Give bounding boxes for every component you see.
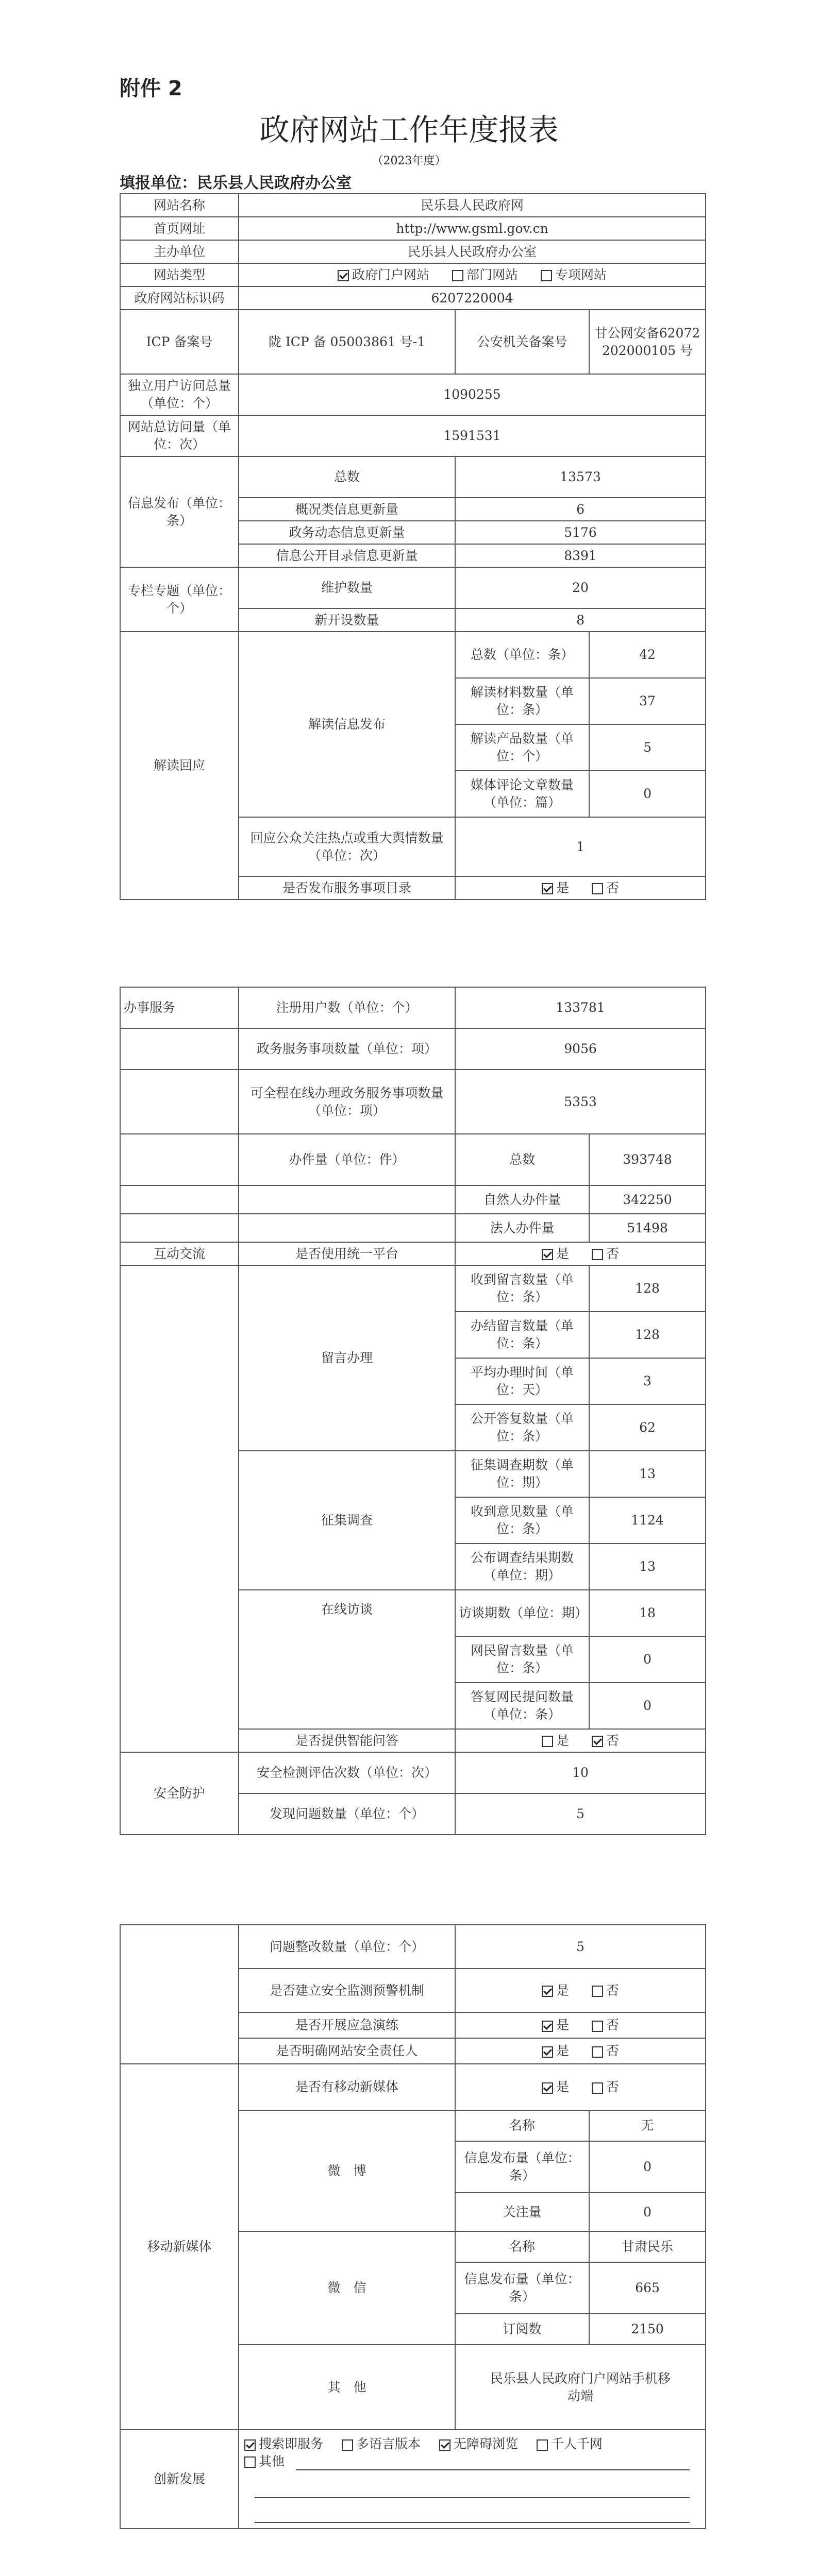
checkbox-option[interactable]: 否 [592,2078,619,2096]
innovation-options [239,2430,706,2529]
cell-value: 5176 [455,521,706,544]
cell-label: 自然人办件量 [455,1185,589,1214]
cell-label: 政务服务事项数量（单位：项） [239,1028,455,1070]
cell-value: 42 [589,632,706,678]
cell-label: 专栏专题（单位：个） [120,567,239,632]
cell-empty [120,1134,239,1185]
checkbox-option[interactable]: 专项网站 [541,266,607,284]
checkbox-option[interactable]: 是 [542,2016,569,2034]
cell-value: 9056 [455,1028,706,1070]
cell-label: 网站名称 [120,194,239,217]
cell-label: 办事服务 [120,987,239,1028]
cell-value: 8 [455,608,706,632]
cell-label: 微 信 [239,2231,455,2345]
cell-value: 5353 [455,1070,706,1134]
yes-no-options [455,876,706,900]
table-row [120,217,706,240]
cell-label: 媒体评论文章数量（单位：篇） [455,771,589,817]
cell-label: 是否发布服务事项目录 [239,876,455,900]
cell-label: 是否开展应急演练 [239,2012,455,2038]
cell-value: 18 [589,1590,706,1636]
cell-label: 安全防护 [120,1752,239,1835]
cell-value: 民乐县人民政府门户网站手机移动端 [455,2345,706,2430]
cell-label: 法人办件量 [455,1214,589,1242]
cell-value: 1090255 [239,374,706,415]
checkbox-option[interactable]: 其他 [244,2453,285,2470]
checkbox-empty-icon [244,2456,256,2468]
cell-label: 维护数量 [239,567,455,608]
cell-value: 甘公网安备62072202000105 号 [589,310,706,374]
checkbox-checked-icon [338,270,349,281]
table-row [120,1028,706,1070]
table-row [120,1070,706,1134]
cell-value: 5 [455,1793,706,1835]
cell-value: 37 [589,678,706,724]
cell-value: 民乐县人民政府网 [239,194,706,217]
checkbox-option[interactable]: 是 [542,2042,569,2060]
checkbox-option[interactable]: 千人千网 [537,2435,603,2453]
cell-label: 解读信息发布 [239,632,455,817]
cell-label: 收到留言数量（单位：条） [455,1265,589,1312]
cell-empty [239,1214,455,1242]
checkbox-option[interactable]: 否 [592,2016,619,2034]
checkbox-empty-icon [592,1986,603,1997]
cell-label: 移动新媒体 [120,2064,239,2430]
cell-label: 总数（单位：条） [455,632,589,678]
cell-value: http://www.gsml.gov.cn [239,217,706,240]
yes-no-options [455,1242,706,1265]
cell-value: 1 [455,817,706,876]
report-table-part-2 [120,987,706,1835]
cell-value: 2150 [589,2314,706,2345]
table-row [120,2430,706,2529]
cell-empty [120,1028,239,1070]
attachment-label: 附件 2 [120,77,182,100]
cell-label: ICP 备案号 [120,310,239,374]
cell-label: 政务动态信息更新量 [239,521,455,544]
checkbox-option[interactable]: 政府门户网站 [338,266,429,284]
report-year: （2023年度） [372,155,446,167]
cell-label: 关注量 [455,2193,589,2231]
cell-label: 独立用户访问总量（单位：个） [120,374,239,415]
checkbox-option[interactable]: 否 [592,1982,619,1999]
report-title: 政府网站工作年度报表 [259,112,559,147]
cell-label: 信息发布量（单位：条） [455,2262,589,2314]
cell-value: 10 [455,1752,706,1793]
report-table-part-3 [120,1924,706,2529]
cell-label: 是否使用统一平台 [239,1242,455,1265]
cell-value: 0 [589,1683,706,1729]
checkbox-empty-icon [592,2021,603,2032]
cell-label: 在线访谈 [239,1590,455,1729]
fill-in-line[interactable] [296,2469,690,2470]
checkbox-checked-icon [439,2439,450,2451]
cell-value: 13 [589,1544,706,1590]
cell-label: 是否有移动新媒体 [239,2064,455,2110]
checkbox-option[interactable]: 否 [592,1245,619,1263]
checkbox-checked-icon [542,883,553,894]
checkbox-option[interactable]: 是 [542,1245,569,1263]
checkbox-empty-icon [592,883,603,894]
cell-value: 0 [589,1636,706,1683]
cell-value: 0 [589,2193,706,2231]
cell-value: 133781 [455,987,706,1028]
cell-value: 393748 [589,1134,706,1185]
cell-label: 网站类型 [120,263,239,286]
cell-value: 13573 [455,456,706,498]
checkbox-empty-icon [592,2082,603,2094]
fill-in-line[interactable] [255,2473,690,2498]
cell-label: 发现问题数量（单位：个） [239,1793,455,1835]
cell-value: 342250 [589,1185,706,1214]
cell-label: 办结留言数量（单位：条） [455,1312,589,1358]
cell-label: 问题整改数量（单位：个） [239,1925,455,1969]
checkbox-empty-icon [592,2046,603,2058]
cell-label: 是否建立安全监测预警机制 [239,1969,455,2012]
checkbox-empty-icon [542,1736,553,1747]
cell-empty [120,1265,239,1752]
yes-no-options [455,1729,706,1752]
cell-label: 回应公众关注热点或重大舆情数量（单位：次） [239,817,455,876]
cell-value: 5 [589,724,706,771]
cell-value: 3 [589,1358,706,1404]
table-row [120,374,706,415]
table-row [120,1214,706,1242]
cell-label: 创新发展 [120,2430,239,2529]
yes-no-options [455,1969,706,2012]
filler-unit: 填报单位：民乐县人民政府办公室 [120,174,352,192]
cell-value: 20 [455,567,706,608]
checkbox-option[interactable]: 否 [592,879,619,897]
checkbox-option[interactable]: 是 [542,2078,569,2096]
checkbox-option[interactable]: 部门网站 [452,266,518,284]
checkbox-checked-icon [592,1736,603,1747]
cell-label: 信息发布量（单位：条） [455,2141,589,2193]
cell-value: 13 [589,1451,706,1497]
cell-value: 陇 ICP 备 05003861 号-1 [239,310,455,374]
cell-value: 6207220004 [239,286,706,310]
cell-label: 互动交流 [120,1242,239,1265]
cell-value: 1124 [589,1497,706,1544]
table-row [120,632,706,678]
yes-no-options [455,2064,706,2110]
cell-label: 征集调查期数（单位：期） [455,1451,589,1497]
table-row [120,987,706,1028]
cell-label: 概况类信息更新量 [239,498,455,521]
checkbox-empty-icon [537,2439,548,2451]
cell-label: 首页网址 [120,217,239,240]
checkbox-checked-icon [542,2082,553,2094]
table-row [120,2064,706,2110]
checkbox-empty-icon [541,270,552,281]
cell-label: 公安机关备案号 [455,310,589,374]
checkbox-option[interactable]: 多语言版本 [342,2435,421,2453]
table-row [120,1265,706,1312]
checkbox-empty-icon [342,2439,353,2451]
checkbox-checked-icon [542,2021,553,2032]
checkbox-checked-icon [542,2046,553,2058]
cell-label: 答复网民提问数量（单位：条） [455,1683,589,1729]
cell-value: 0 [589,2141,706,2193]
cell-label: 公布调查结果期数（单位：期） [455,1544,589,1590]
checkbox-option[interactable]: 无障碍浏览 [439,2435,518,2453]
cell-value: 0 [589,771,706,817]
cell-label: 总数 [239,456,455,498]
checkbox-option[interactable]: 否 [592,1732,619,1750]
cell-label: 微 博 [239,2110,455,2231]
cell-label: 平均办理时间（单位：天） [455,1358,589,1404]
cell-value: 6 [455,498,706,521]
cell-label: 网民留言数量（单位：条） [455,1636,589,1683]
checkbox-checked-icon [542,1986,553,1997]
table-row [120,1242,706,1265]
cell-label: 信息公开目录信息更新量 [239,544,455,567]
cell-value: 甘肃民乐 [589,2231,706,2262]
cell-label: 信息发布（单位：条） [120,456,239,567]
cell-value: 1591531 [239,415,706,456]
cell-value: 51498 [589,1214,706,1242]
cell-empty [120,1925,239,2064]
checkbox-option[interactable]: 是 [542,879,569,897]
report-table-part-1 [120,193,706,900]
cell-label: 总数 [455,1134,589,1185]
cell-label: 注册用户数（单位：个） [239,987,455,1028]
table-row [120,263,706,286]
yes-no-options [455,2012,706,2038]
table-row [120,567,706,608]
table-row [120,286,706,310]
checkbox-option[interactable]: 否 [592,2042,619,2060]
cell-value: 民乐县人民政府办公室 [239,240,706,263]
cell-label: 订阅数 [455,2314,589,2345]
cell-empty [120,1185,239,1214]
cell-value: 无 [589,2110,706,2141]
cell-label: 办件量（单位：件） [239,1134,455,1185]
checkbox-option[interactable]: 是 [542,1732,569,1750]
cell-label: 网站总访问量（单位：次） [120,415,239,456]
cell-label: 主办单位 [120,240,239,263]
cell-label: 解读材料数量（单位：条） [455,678,589,724]
checkbox-checked-icon [542,1249,553,1260]
table-row [120,1925,706,1969]
cell-label: 名称 [455,2110,589,2141]
cell-label: 征集调查 [239,1451,455,1590]
cell-label: 安全检测评估次数（单位：次） [239,1752,455,1793]
cell-empty [120,1214,239,1242]
checkbox-empty-icon [592,1249,603,1260]
cell-label: 解读回应 [120,632,239,900]
innovation-other-row [244,2453,700,2473]
site-type-options [239,263,706,286]
checkbox-checked-icon [244,2439,256,2451]
cell-empty [120,1070,239,1134]
cell-label: 新开设数量 [239,608,455,632]
checkbox-empty-icon [452,270,463,281]
cell-label: 访谈期数（单位：期） [455,1590,589,1636]
cell-value: 665 [589,2262,706,2314]
cell-label: 是否提供智能问答 [239,1729,455,1752]
innovation-options-row [244,2435,700,2453]
cell-value: 8391 [455,544,706,567]
table-row [120,310,706,374]
checkbox-option[interactable]: 是 [542,1982,569,1999]
table-row [120,240,706,263]
cell-value: 62 [589,1404,706,1451]
yes-no-options [455,2038,706,2064]
cell-value: 5 [455,1925,706,1969]
cell-label: 其 他 [239,2345,455,2430]
cell-label: 是否明确网站安全责任人 [239,2038,455,2064]
cell-label: 留言办理 [239,1265,455,1451]
fill-in-line[interactable] [255,2498,690,2523]
checkbox-option[interactable]: 搜索即服务 [244,2435,323,2453]
cell-value: 128 [589,1265,706,1312]
cell-label: 名称 [455,2231,589,2262]
cell-label: 公开答复数量（单位：条） [455,1404,589,1451]
table-row [120,415,706,456]
cell-label: 政府网站标识码 [120,286,239,310]
table-row [120,1134,706,1185]
table-row [120,1752,706,1793]
table-row [120,456,706,498]
cell-empty [239,1185,455,1214]
table-row [120,1185,706,1214]
cell-label: 可全程在线办理政务服务事项数量（单位：项） [239,1070,455,1134]
table-row [120,194,706,217]
cell-label: 解读产品数量（单位：个） [455,724,589,771]
cell-label: 收到意见数量（单位：条） [455,1497,589,1544]
cell-value: 128 [589,1312,706,1358]
